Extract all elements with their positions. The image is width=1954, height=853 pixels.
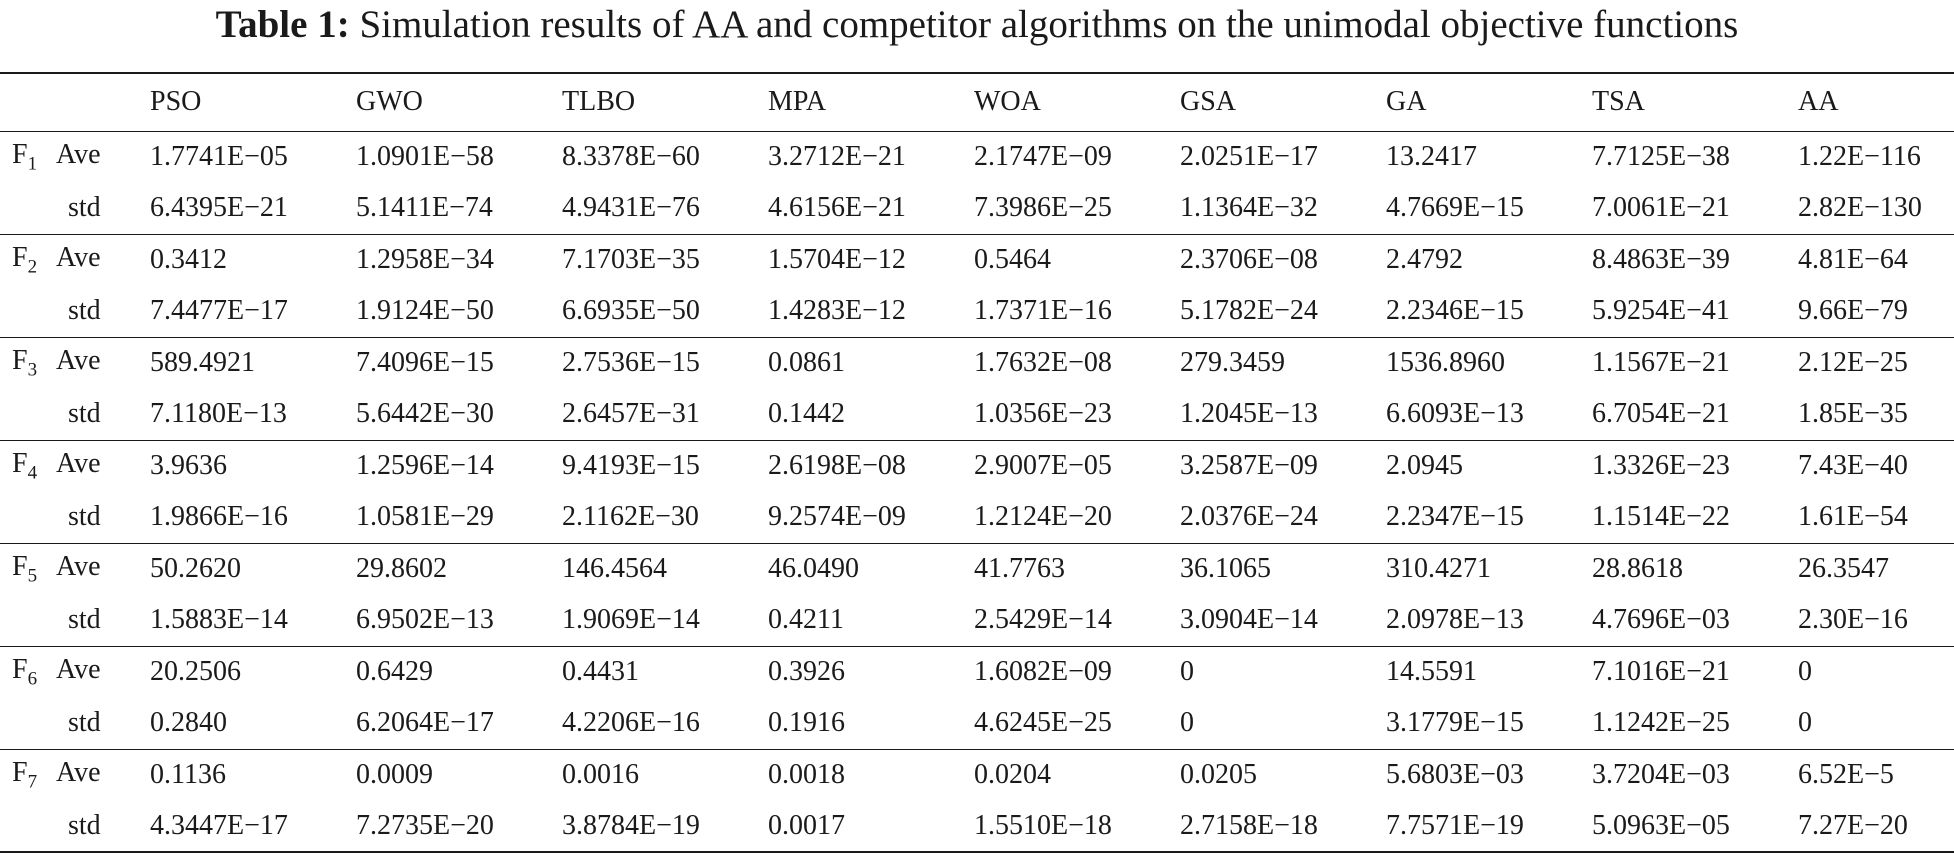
table-cell: 7.1180E−13: [150, 398, 287, 429]
table-cell: 46.0490: [766, 543, 972, 595]
table-cell: 0.0204: [972, 749, 1178, 801]
column-header-woa: WOA: [972, 73, 1178, 131]
function-index: 7: [27, 771, 38, 793]
table-cell: 9.4193E−15: [560, 440, 766, 492]
function-name: [12, 242, 56, 279]
function-letter: F: [12, 138, 28, 170]
table-cell: 0: [1180, 707, 1194, 738]
table-cell: 0.0009: [354, 749, 560, 801]
table-cell: 0: [1178, 646, 1384, 698]
caption-text: Simulation results of AA and competitor algorithms on the unimodal objective functions: [359, 3, 1739, 46]
table-cell: 5.9254E−41: [1592, 295, 1730, 326]
header-row: [0, 73, 1954, 131]
table-cell: 2.0978E−13: [1386, 604, 1524, 635]
statistic-label: Ave: [56, 550, 101, 582]
function-index: 1: [27, 153, 38, 175]
table-cell: 3.1779E−15: [1386, 707, 1524, 738]
function-letter: F: [12, 550, 28, 582]
table-cell: 1.9124E−50: [356, 295, 494, 326]
table-cell: 5.6442E−30: [356, 398, 494, 429]
row-label: [0, 183, 148, 235]
table-cell: 1.7371E−16: [974, 295, 1112, 326]
table-cell: 7.7571E−19: [1384, 801, 1590, 853]
row-label: [0, 749, 148, 801]
row-label: [0, 595, 148, 647]
table-row: [0, 286, 1954, 338]
table-cell: 29.8602: [354, 543, 560, 595]
table-cell: 1.1364E−32: [1180, 192, 1318, 223]
table-cell: 1.7632E−08: [972, 337, 1178, 389]
row-label: [0, 286, 148, 338]
table-cell: 1.7741E−05: [148, 131, 354, 183]
table-cell: 6.7054E−21: [1592, 398, 1730, 429]
table-cell: 4.2206E−16: [562, 707, 700, 738]
column-header-gwo: GWO: [354, 73, 560, 131]
table-cell: 2.4792: [1384, 234, 1590, 286]
table-cell: 2.6198E−08: [766, 440, 972, 492]
table-cell: 6.6935E−50: [562, 295, 700, 326]
statistic-label: Ave: [56, 653, 101, 685]
function-name: [12, 139, 56, 176]
table-cell: 1.4283E−12: [768, 295, 906, 326]
function-index: 2: [27, 256, 38, 278]
table-cell: 0.4211: [768, 604, 844, 635]
table-body: [0, 131, 1954, 852]
statistic-label: std: [68, 501, 101, 532]
table-cell: 2.0251E−17: [1178, 131, 1384, 183]
function-name: [12, 757, 56, 794]
table-cell: 3.0904E−14: [1180, 604, 1318, 635]
table-cell: 1.5704E−12: [766, 234, 972, 286]
table-cell: 2.7536E−15: [560, 337, 766, 389]
function-name: [12, 551, 56, 588]
table-cell: 2.3706E−08: [1178, 234, 1384, 286]
table-cell: 1.9069E−14: [562, 604, 700, 635]
table-cell: 1.5883E−14: [150, 604, 288, 635]
table-cell: 4.3447E−17: [148, 801, 354, 853]
column-header-aa: AA: [1796, 73, 1954, 131]
table-cell: 146.4564: [560, 543, 766, 595]
function-name: [12, 345, 56, 382]
table-cell: 589.4921: [148, 337, 354, 389]
table-cell: 2.6457E−31: [562, 398, 700, 429]
table-row: [0, 595, 1954, 647]
table-cell: 9.2574E−09: [768, 501, 906, 532]
table-cell: 7.3986E−25: [974, 192, 1112, 223]
statistic-label: Ave: [56, 756, 101, 788]
function-letter: F: [12, 447, 28, 479]
table-cell: 26.3547: [1796, 543, 1954, 595]
caption-lead: Table 1:: [215, 3, 350, 46]
statistic-label: std: [68, 707, 101, 738]
table-cell: 0.1136: [148, 749, 354, 801]
table-cell: 20.2506: [148, 646, 354, 698]
function-index: 6: [27, 668, 38, 690]
row-label: [0, 492, 148, 544]
table-cell: 6.9502E−13: [356, 604, 494, 635]
table-cell: 7.0061E−21: [1592, 192, 1730, 223]
table-cell: 0.3926: [766, 646, 972, 698]
table-cell: 1.1242E−25: [1592, 707, 1730, 738]
table-row: [0, 234, 1954, 286]
table-cell: 1.1514E−22: [1592, 501, 1730, 532]
table-cell: 8.3378E−60: [560, 131, 766, 183]
table-cell: 0: [1798, 707, 1812, 738]
statistic-label: Ave: [56, 447, 101, 479]
table-cell: 0.1442: [768, 398, 845, 429]
table-cell: 6.4395E−21: [150, 192, 288, 223]
table-cell: 2.0376E−24: [1180, 501, 1318, 532]
table-row: [0, 337, 1954, 389]
table-cell: 7.4477E−17: [150, 295, 288, 326]
table-cell: 1.9866E−16: [150, 501, 288, 532]
table-row: [0, 492, 1954, 544]
table-cell: 5.0963E−05: [1590, 801, 1796, 853]
table-cell: 13.2417: [1384, 131, 1590, 183]
table-cell: 4.7669E−15: [1386, 192, 1524, 223]
table-cell: 50.2620: [148, 543, 354, 595]
row-label: [0, 131, 148, 183]
table-cell: 2.2347E−15: [1386, 501, 1524, 532]
row-label: [0, 698, 148, 750]
table-cell: 7.27E−20: [1796, 801, 1954, 853]
table-row: [0, 646, 1954, 698]
table-row: [0, 440, 1954, 492]
table-cell: 2.5429E−14: [974, 604, 1112, 635]
table-cell: 1.0901E−58: [354, 131, 560, 183]
table-cell: 0.0205: [1178, 749, 1384, 801]
statistic-label: std: [68, 809, 101, 841]
table-cell: 1.22E−116: [1796, 131, 1954, 183]
table-row: [0, 698, 1954, 750]
table-cell: 0.3412: [148, 234, 354, 286]
table-cell: 1.2045E−13: [1180, 398, 1318, 429]
table-cell: 1.85E−35: [1798, 398, 1908, 429]
results-table: [0, 72, 1954, 853]
table-cell: 0: [1796, 646, 1954, 698]
header-corner: [0, 73, 148, 131]
function-index: 5: [27, 565, 38, 587]
table-cell: 7.43E−40: [1796, 440, 1954, 492]
function-index: 4: [27, 462, 38, 484]
table-row: [0, 183, 1954, 235]
table-cell: 3.8784E−19: [560, 801, 766, 853]
table-cell: 279.3459: [1178, 337, 1384, 389]
table-cell: 5.6803E−03: [1384, 749, 1590, 801]
table-cell: 3.2587E−09: [1178, 440, 1384, 492]
column-header-tlbo: TLBO: [560, 73, 766, 131]
table-cell: 8.4863E−39: [1590, 234, 1796, 286]
table-cell: 1.0356E−23: [974, 398, 1112, 429]
table-cell: 0.2840: [150, 707, 227, 738]
table-cell: 28.8618: [1590, 543, 1796, 595]
table-cell: 2.2346E−15: [1386, 295, 1524, 326]
function-name: [12, 448, 56, 485]
table-cell: 1.6082E−09: [972, 646, 1178, 698]
table-cell: 7.7125E−38: [1590, 131, 1796, 183]
statistic-label: std: [68, 295, 101, 326]
table-cell: 6.6093E−13: [1386, 398, 1524, 429]
table-cell: 0.4431: [560, 646, 766, 698]
table-row: [0, 801, 1954, 853]
table-cell: 14.5591: [1384, 646, 1590, 698]
statistic-label: std: [68, 604, 101, 635]
table-cell: 3.2712E−21: [766, 131, 972, 183]
table-cell: 4.9431E−76: [562, 192, 700, 223]
table-cell: 4.7696E−03: [1592, 604, 1730, 635]
table-cell: 0.6429: [354, 646, 560, 698]
column-header-ga: GA: [1384, 73, 1590, 131]
table-cell: 6.52E−5: [1796, 749, 1954, 801]
table-cell: 9.66E−79: [1798, 295, 1908, 326]
row-label: [0, 234, 148, 286]
row-label: [0, 801, 148, 853]
table-cell: 2.30E−16: [1798, 604, 1908, 635]
table-cell: 0.1916: [768, 707, 845, 738]
column-header-tsa: TSA: [1590, 73, 1796, 131]
function-name: [12, 654, 56, 691]
row-label: [0, 646, 148, 698]
table-cell: 1.1567E−21: [1590, 337, 1796, 389]
table-cell: 7.1016E−21: [1590, 646, 1796, 698]
table-cell: 0.0016: [560, 749, 766, 801]
table-cell: 4.6156E−21: [768, 192, 906, 223]
row-label: [0, 440, 148, 492]
column-header-gsa: GSA: [1178, 73, 1384, 131]
table-cell: 1.2124E−20: [974, 501, 1112, 532]
table-cell: 1.61E−54: [1798, 501, 1908, 532]
table-cell: 4.6245E−25: [974, 707, 1112, 738]
table-cell: 2.82E−130: [1798, 192, 1922, 223]
column-header-pso: PSO: [148, 73, 354, 131]
table-cell: 1536.8960: [1384, 337, 1590, 389]
table-cell: 1.2596E−14: [354, 440, 560, 492]
statistic-label: std: [68, 398, 101, 429]
table-cell: 7.2735E−20: [354, 801, 560, 853]
table-cell: 0.0017: [766, 801, 972, 853]
table-cell: 4.81E−64: [1796, 234, 1954, 286]
statistic-label: Ave: [56, 138, 101, 170]
table-cell: 0.5464: [972, 234, 1178, 286]
function-letter: F: [12, 241, 28, 273]
table-cell: 2.9007E−05: [972, 440, 1178, 492]
table-caption: [0, 0, 1954, 62]
table-cell: 1.2958E−34: [354, 234, 560, 286]
table-cell: 7.4096E−15: [354, 337, 560, 389]
table-cell: 1.5510E−18: [972, 801, 1178, 853]
statistic-label: std: [68, 192, 101, 223]
table-row: [0, 131, 1954, 183]
table-row: [0, 389, 1954, 441]
table-cell: 3.9636: [148, 440, 354, 492]
table-cell: 0.0018: [766, 749, 972, 801]
table-row: [0, 749, 1954, 801]
function-letter: F: [12, 756, 28, 788]
table-cell: 36.1065: [1178, 543, 1384, 595]
function-index: 3: [27, 359, 38, 381]
row-label: [0, 543, 148, 595]
table-cell: 5.1411E−74: [356, 192, 493, 223]
row-label: [0, 337, 148, 389]
function-letter: F: [12, 344, 28, 376]
statistic-label: Ave: [56, 344, 101, 376]
table-cell: 5.1782E−24: [1180, 295, 1318, 326]
table-cell: 3.7204E−03: [1590, 749, 1796, 801]
table-cell: 1.0581E−29: [356, 501, 494, 532]
table-cell: 2.1747E−09: [972, 131, 1178, 183]
table-cell: 2.0945: [1384, 440, 1590, 492]
function-letter: F: [12, 653, 28, 685]
table-cell: 41.7763: [972, 543, 1178, 595]
table-row: [0, 543, 1954, 595]
table-cell: 1.3326E−23: [1590, 440, 1796, 492]
table-cell: 2.1162E−30: [562, 501, 699, 532]
table-cell: 310.4271: [1384, 543, 1590, 595]
statistic-label: Ave: [56, 241, 101, 273]
table-cell: 6.2064E−17: [356, 707, 494, 738]
table-cell: 2.7158E−18: [1178, 801, 1384, 853]
table-cell: 0.0861: [766, 337, 972, 389]
table-cell: 2.12E−25: [1796, 337, 1954, 389]
table-cell: 7.1703E−35: [560, 234, 766, 286]
row-label: [0, 389, 148, 441]
column-header-mpa: MPA: [766, 73, 972, 131]
